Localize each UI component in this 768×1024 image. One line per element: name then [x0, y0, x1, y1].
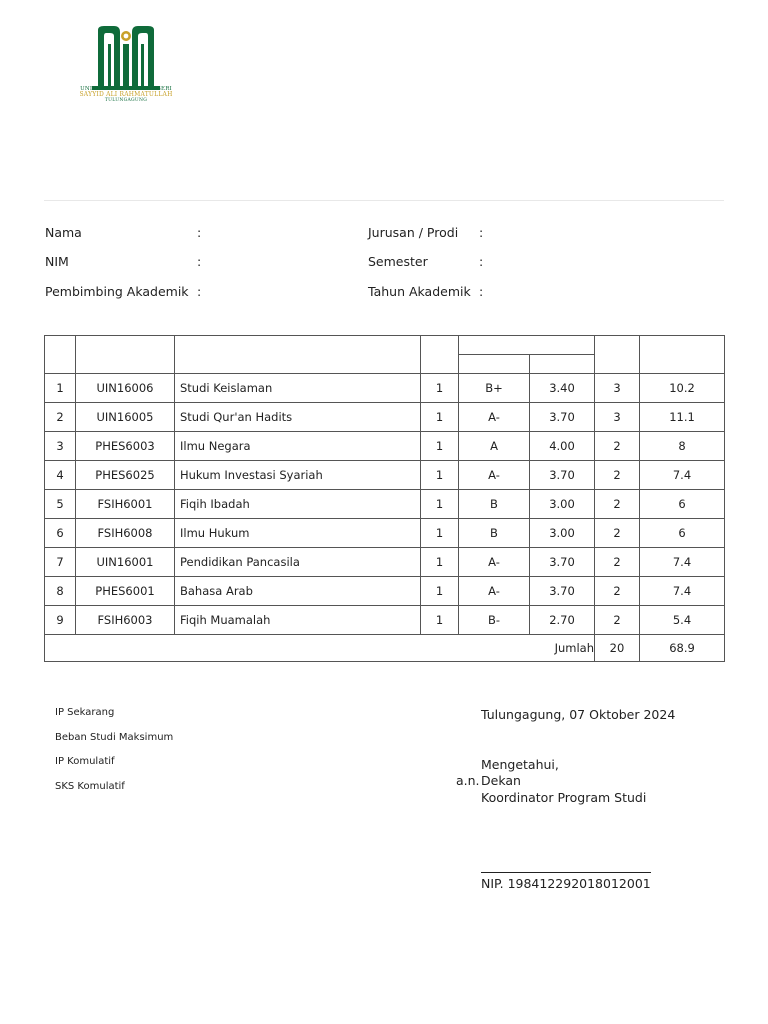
- totals-sks: 20: [595, 635, 640, 662]
- cell-grade: B-: [459, 606, 530, 635]
- cell-k: 1: [421, 490, 459, 519]
- label-tahun-akademik: Tahun Akademik: [368, 284, 471, 299]
- header-k: [421, 336, 459, 374]
- cell-code: PHES6003: [76, 432, 175, 461]
- place-date: Tulungagung, 07 Oktober 2024: [481, 707, 676, 722]
- table-row: [45, 490, 725, 519]
- cell-sks: 3: [595, 403, 640, 432]
- label-nim: NIM: [45, 254, 69, 269]
- beban-studi-label: Beban Studi Maksimum: [55, 732, 174, 743]
- cell-no: 2: [45, 403, 76, 432]
- logo-line-2: SAYYID ALI RAHMATULLAH: [79, 91, 173, 98]
- table-row: [45, 548, 725, 577]
- header-point: [530, 355, 595, 374]
- cell-k: 1: [421, 432, 459, 461]
- cell-sks: 2: [595, 490, 640, 519]
- cell-k: 1: [421, 606, 459, 635]
- cell-k: 1: [421, 548, 459, 577]
- label-nama: Nama: [45, 225, 82, 240]
- cell-grade: A-: [459, 461, 530, 490]
- cell-course-name: Ilmu Hukum: [175, 519, 421, 548]
- cell-total: 11.1: [640, 403, 725, 432]
- cell-point: 3.70: [530, 461, 595, 490]
- mengetahui-text: Mengetahui,: [481, 757, 559, 772]
- cell-no: 9: [45, 606, 76, 635]
- cell-no: 8: [45, 577, 76, 606]
- cell-total: 6: [640, 519, 725, 548]
- cell-total: 7.4: [640, 577, 725, 606]
- cell-grade: A-: [459, 577, 530, 606]
- cell-no: 6: [45, 519, 76, 548]
- an-text: a.n.: [456, 773, 480, 788]
- cell-code: FSIH6001: [76, 490, 175, 519]
- cell-no: 5: [45, 490, 76, 519]
- table-row: [45, 606, 725, 635]
- sks-komulatif-label: SKS Komulatif: [55, 781, 125, 792]
- cell-grade: A-: [459, 548, 530, 577]
- cell-total: 10.2: [640, 374, 725, 403]
- cell-course-name: Studi Qur'an Hadits: [175, 403, 421, 432]
- cell-k: 1: [421, 403, 459, 432]
- label-pembimbing: Pembimbing Akademik: [45, 284, 189, 299]
- header-no: [45, 336, 76, 374]
- nip-text: NIP. 198412292018012001: [481, 876, 651, 891]
- header-sks: [595, 336, 640, 374]
- cell-sks: 2: [595, 519, 640, 548]
- cell-code: UIN16005: [76, 403, 175, 432]
- header-divider: [44, 200, 724, 201]
- label-semester: Semester: [368, 254, 428, 269]
- header-code: [76, 336, 175, 374]
- cell-course-name: Fiqih Ibadah: [175, 490, 421, 519]
- signature-line: [481, 872, 651, 873]
- cell-no: 7: [45, 548, 76, 577]
- cell-point: 3.40: [530, 374, 595, 403]
- cell-point: 2.70: [530, 606, 595, 635]
- cell-k: 1: [421, 577, 459, 606]
- cell-k: 1: [421, 519, 459, 548]
- cell-point: 3.70: [530, 577, 595, 606]
- cell-code: UIN16006: [76, 374, 175, 403]
- cell-point: 3.70: [530, 403, 595, 432]
- cell-sks: 2: [595, 461, 640, 490]
- cell-total: 8: [640, 432, 725, 461]
- header-total: [640, 336, 725, 374]
- cell-point: 4.00: [530, 432, 595, 461]
- colon-nama: :: [197, 225, 202, 240]
- cell-total: 7.4: [640, 461, 725, 490]
- colon-jurusan: :: [479, 225, 484, 240]
- cell-total: 5.4: [640, 606, 725, 635]
- logo-line-3: TULUNGAGUNG: [104, 98, 148, 103]
- cell-code: UIN16001: [76, 548, 175, 577]
- cell-grade: B: [459, 490, 530, 519]
- totals-value: 68.9: [640, 635, 725, 662]
- cell-total: 7.4: [640, 548, 725, 577]
- cell-grade: B+: [459, 374, 530, 403]
- cell-course-name: Fiqih Muamalah: [175, 606, 421, 635]
- cell-point: 3.00: [530, 490, 595, 519]
- table-row: [45, 519, 725, 548]
- cell-k: 1: [421, 374, 459, 403]
- grades-table: [44, 335, 725, 662]
- table-row: [45, 461, 725, 490]
- header-nilai: [459, 336, 595, 355]
- cell-course-name: Pendidikan Pancasila: [175, 548, 421, 577]
- colon-pembimbing: :: [197, 284, 202, 299]
- cell-sks: 3: [595, 374, 640, 403]
- label-jurusan: Jurusan / Prodi: [368, 225, 459, 240]
- header-grade: [459, 355, 530, 374]
- cell-point: 3.70: [530, 548, 595, 577]
- ip-komulatif-label: IP Komulatif: [55, 756, 115, 767]
- totals-label: Jumlah: [45, 635, 595, 662]
- cell-sks: 2: [595, 577, 640, 606]
- cell-no: 3: [45, 432, 76, 461]
- cell-code: FSIH6003: [76, 606, 175, 635]
- cell-course-name: Hukum Investasi Syariah: [175, 461, 421, 490]
- cell-sks: 2: [595, 548, 640, 577]
- cell-total: 6: [640, 490, 725, 519]
- cell-code: FSIH6008: [76, 519, 175, 548]
- cell-grade: A-: [459, 403, 530, 432]
- table-header-row: [45, 336, 725, 355]
- cell-sks: 2: [595, 432, 640, 461]
- cell-k: 1: [421, 461, 459, 490]
- logo-line-1: UNIVERSITAS ISLAM NEGERI: [80, 86, 172, 92]
- cell-course-name: Ilmu Negara: [175, 432, 421, 461]
- cell-no: 4: [45, 461, 76, 490]
- colon-nim: :: [197, 254, 202, 269]
- cell-no: 1: [45, 374, 76, 403]
- ip-sekarang-label: IP Sekarang: [55, 707, 115, 718]
- cell-grade: A: [459, 432, 530, 461]
- colon-semester: :: [479, 254, 484, 269]
- cell-code: PHES6025: [76, 461, 175, 490]
- header-course: [175, 336, 421, 374]
- cell-code: PHES6001: [76, 577, 175, 606]
- cell-course-name: Bahasa Arab: [175, 577, 421, 606]
- dekan-text: Dekan: [481, 773, 521, 788]
- cell-course-name: Studi Keislaman: [175, 374, 421, 403]
- table-row: [45, 432, 725, 461]
- cell-sks: 2: [595, 606, 640, 635]
- table-row: [45, 403, 725, 432]
- cell-grade: B: [459, 519, 530, 548]
- koordinator-text: Koordinator Program Studi: [481, 790, 647, 805]
- colon-tahun-akademik: :: [479, 284, 484, 299]
- table-row: [45, 577, 725, 606]
- table-row: [45, 374, 725, 403]
- cell-point: 3.00: [530, 519, 595, 548]
- totals-row: [45, 635, 725, 662]
